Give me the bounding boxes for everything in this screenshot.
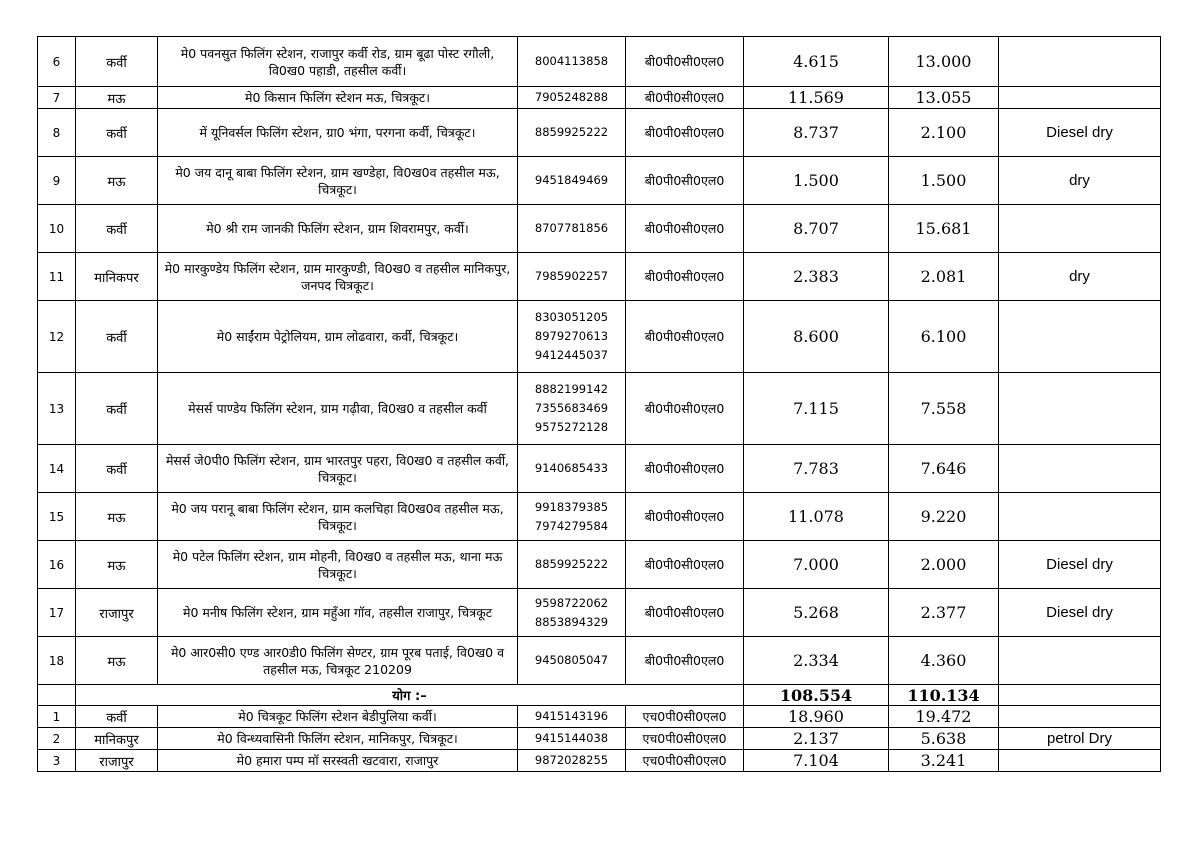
station-name: मे0 पवनसुत फिलिंग स्टेशन, राजापुर कर्वी रोड, ग्राम बूढा पोस्ट रगौली, वि0ख0 पहाडी, तहसील कर्वी।	[158, 37, 518, 87]
phone-number: 9415143196	[534, 709, 609, 723]
stock-value-1: 8.737	[744, 109, 889, 157]
stock-value-2: 4.360	[889, 637, 999, 685]
oil-company: एच0पी0सी0एल0	[626, 728, 744, 750]
stock-value-1: 7.783	[744, 445, 889, 493]
total-value-2: 110.134	[889, 685, 999, 706]
serial-number: 15	[38, 493, 76, 541]
total-label: योग :–	[76, 685, 744, 706]
serial-number: 1	[38, 706, 76, 728]
remark: dry	[999, 253, 1161, 301]
stock-value-1: 2.383	[744, 253, 889, 301]
remark	[999, 750, 1161, 772]
table-row	[38, 493, 1161, 541]
stock-value-2: 1.500	[889, 157, 999, 205]
remark	[999, 37, 1161, 87]
total-section	[38, 685, 1161, 706]
oil-company: बी0पी0सी0एल0	[626, 493, 744, 541]
phone-number: 7985902257	[534, 269, 609, 283]
stock-value-2: 13.000	[889, 37, 999, 87]
station-name: मे0 मारकुण्डेय फिलिंग स्टेशन, ग्राम मारकुण्डी, वि0ख0 व तहसील मानिकपुर, जनपद चित्रकूट।	[158, 253, 518, 301]
phone-number: 9140685433	[534, 461, 609, 475]
phone-numbers	[518, 637, 626, 685]
hpcl-rows	[38, 706, 1161, 772]
serial-number: 17	[38, 589, 76, 637]
station-name: मे0 किसान फिलिंग स्टेशन मऊ, चित्रकूट।	[158, 87, 518, 109]
serial-number: 9	[38, 157, 76, 205]
serial-number: 14	[38, 445, 76, 493]
oil-company: बी0पी0सी0एल0	[626, 205, 744, 253]
station-name: मे0 चित्रकूट फिलिंग स्टेशन बेडीपुलिया कर्वी।	[158, 706, 518, 728]
oil-company: बी0पी0सी0एल0	[626, 157, 744, 205]
stock-value-1: 4.615	[744, 37, 889, 87]
station-name: में यूनिवर्सल फिलिंग स्टेशन, ग्रा0 भंगा, परगना कर्वी, चित्रकूट।	[158, 109, 518, 157]
block-name: कर्वी	[76, 301, 158, 373]
stock-value-2: 2.000	[889, 541, 999, 589]
oil-company: बी0पी0सी0एल0	[626, 637, 744, 685]
serial-number: 12	[38, 301, 76, 373]
serial-number: 7	[38, 87, 76, 109]
phone-numbers	[518, 301, 626, 373]
serial-number: 13	[38, 373, 76, 445]
fuel-stock-table	[37, 36, 1161, 772]
phone-number: 9575272128	[534, 420, 609, 434]
table-row	[38, 728, 1161, 750]
total-remark-cell	[999, 685, 1161, 706]
phone-numbers	[518, 706, 626, 728]
phone-numbers	[518, 373, 626, 445]
stock-value-1: 1.500	[744, 157, 889, 205]
phone-number: 9918379385	[534, 499, 609, 514]
block-name: कर्वी	[76, 706, 158, 728]
table-row	[38, 87, 1161, 109]
station-name: मे0 जय परानू बाबा फिलिंग स्टेशन, ग्राम कलचिहा वि0ख0व तहसील मऊ, चित्रकूट।	[158, 493, 518, 541]
phone-number: 7974279584	[534, 518, 609, 533]
remark	[999, 445, 1161, 493]
serial-number: 16	[38, 541, 76, 589]
stock-value-2: 6.100	[889, 301, 999, 373]
station-name: मे0 हमारा पम्प मॉ सरस्वती खटवारा, राजापुर	[158, 750, 518, 772]
table-row	[38, 541, 1161, 589]
serial-number: 8	[38, 109, 76, 157]
stock-value-2: 2.377	[889, 589, 999, 637]
oil-company: बी0पी0सी0एल0	[626, 541, 744, 589]
table-row	[38, 445, 1161, 493]
stock-value-1: 2.334	[744, 637, 889, 685]
serial-number: 18	[38, 637, 76, 685]
remark: dry	[999, 157, 1161, 205]
stock-value-2: 2.100	[889, 109, 999, 157]
total-value-1: 108.554	[744, 685, 889, 706]
block-name: मऊ	[76, 541, 158, 589]
stock-value-1: 7.104	[744, 750, 889, 772]
remark	[999, 373, 1161, 445]
phone-number: 9872028255	[534, 753, 609, 767]
station-name: मे0 साईंराम पेट्रोलियम, ग्राम लोढवारा, कर्वी, चित्रकूट।	[158, 301, 518, 373]
table-row	[38, 589, 1161, 637]
station-name: मे0 विन्ध्यवासिनी फिलिंग स्टेशन, मानिकपुर, चित्रकूट।	[158, 728, 518, 750]
table-row	[38, 37, 1161, 87]
phone-numbers	[518, 728, 626, 750]
remark	[999, 205, 1161, 253]
station-name: मे0 मनीष फिलिंग स्टेशन, ग्राम महुँआ गॉव, तहसील राजापुर, चित्रकूट	[158, 589, 518, 637]
serial-number: 10	[38, 205, 76, 253]
phone-number: 9415144038	[534, 731, 609, 745]
remark	[999, 301, 1161, 373]
stock-value-1: 8.707	[744, 205, 889, 253]
table-row	[38, 253, 1161, 301]
remark	[999, 637, 1161, 685]
block-name: कर्वी	[76, 205, 158, 253]
table-row	[38, 205, 1161, 253]
stock-value-2: 7.646	[889, 445, 999, 493]
stock-value-1: 8.600	[744, 301, 889, 373]
phone-numbers	[518, 109, 626, 157]
table-row	[38, 109, 1161, 157]
remark	[999, 706, 1161, 728]
phone-numbers	[518, 37, 626, 87]
phone-number: 8859925222	[534, 557, 609, 571]
serial-number: 3	[38, 750, 76, 772]
oil-company: बी0पी0सी0एल0	[626, 87, 744, 109]
stock-value-1: 7.115	[744, 373, 889, 445]
phone-number: 8707781856	[534, 221, 609, 235]
stock-value-2: 13.055	[889, 87, 999, 109]
block-name: कर्वी	[76, 373, 158, 445]
station-name: मे0 श्री राम जानकी फिलिंग स्टेशन, ग्राम शिवरामपुर, कर्वी।	[158, 205, 518, 253]
bpcl-rows	[38, 37, 1161, 685]
stock-value-2: 9.220	[889, 493, 999, 541]
phone-number: 8979270613	[534, 329, 609, 343]
serial-number: 2	[38, 728, 76, 750]
table-row	[38, 373, 1161, 445]
stock-value-1: 11.569	[744, 87, 889, 109]
block-name: राजापुर	[76, 750, 158, 772]
phone-number: 9412445037	[534, 348, 609, 362]
phone-numbers	[518, 589, 626, 637]
oil-company: बी0पी0सी0एल0	[626, 301, 744, 373]
table-row	[38, 706, 1161, 728]
stock-value-2: 7.558	[889, 373, 999, 445]
remark: Diesel dry	[999, 109, 1161, 157]
oil-company: बी0पी0सी0एल0	[626, 253, 744, 301]
table-row	[38, 637, 1161, 685]
phone-number: 9451849469	[534, 173, 609, 187]
remark	[999, 87, 1161, 109]
station-name: मेसर्स पाण्डेय फिलिंग स्टेशन, ग्राम गढ़ीवा, वि0ख0 व तहसील कर्वी	[158, 373, 518, 445]
phone-number: 9598722062	[534, 595, 609, 610]
stock-value-2: 5.638	[889, 728, 999, 750]
stock-value-2: 3.241	[889, 750, 999, 772]
stock-value-1: 7.000	[744, 541, 889, 589]
block-name: मानिकपुर	[76, 728, 158, 750]
phone-numbers	[518, 493, 626, 541]
oil-company: बी0पी0सी0एल0	[626, 445, 744, 493]
phone-number: 8303051205	[534, 310, 609, 324]
stock-value-1: 2.137	[744, 728, 889, 750]
stock-value-2: 2.081	[889, 253, 999, 301]
stock-value-2: 19.472	[889, 706, 999, 728]
serial-number: 6	[38, 37, 76, 87]
phone-numbers	[518, 87, 626, 109]
block-name: कर्वी	[76, 109, 158, 157]
block-name: कर्वी	[76, 37, 158, 87]
remark: petrol Dry	[999, 728, 1161, 750]
stock-value-2: 15.681	[889, 205, 999, 253]
block-name: मानिकपर	[76, 253, 158, 301]
oil-company: बी0पी0सी0एल0	[626, 37, 744, 87]
oil-company: एच0पी0सी0एल0	[626, 706, 744, 728]
phone-numbers	[518, 205, 626, 253]
block-name: राजापुर	[76, 589, 158, 637]
phone-numbers	[518, 750, 626, 772]
table-row	[38, 750, 1161, 772]
station-name: मेसर्स जे0पी0 फिलिंग स्टेशन, ग्राम भारतपुर पहरा, वि0ख0 व तहसील कर्वी, चित्रकूट।	[158, 445, 518, 493]
block-name: मऊ	[76, 157, 158, 205]
phone-number: 9450805047	[534, 653, 609, 667]
oil-company: बी0पी0सी0एल0	[626, 373, 744, 445]
oil-company: एच0पी0सी0एल0	[626, 750, 744, 772]
phone-number: 8004113858	[534, 54, 609, 68]
phone-number: 7355683469	[534, 401, 609, 415]
phone-numbers	[518, 541, 626, 589]
block-name: मऊ	[76, 637, 158, 685]
oil-company: बी0पी0सी0एल0	[626, 109, 744, 157]
total-row	[38, 685, 1161, 706]
serial-number: 11	[38, 253, 76, 301]
phone-numbers	[518, 445, 626, 493]
phone-numbers	[518, 253, 626, 301]
table-row	[38, 301, 1161, 373]
block-name: मऊ	[76, 87, 158, 109]
remark: Diesel dry	[999, 589, 1161, 637]
stock-value-1: 5.268	[744, 589, 889, 637]
stock-value-1: 18.960	[744, 706, 889, 728]
phone-number: 8882199142	[534, 382, 609, 396]
phone-number: 8853894329	[534, 614, 609, 629]
table-row	[38, 157, 1161, 205]
station-name: मे0 आर0सी0 एण्ड आर0डी0 फिलिंग सेण्टर, ग्राम पूरब पताई, वि0ख0 व तहसील मऊ, चित्रकूट 210209	[158, 637, 518, 685]
station-name: मे0 जय दानू बाबा फिलिंग स्टेशन, ग्राम खण्डेहा, वि0ख0व तहसील मऊ, चित्रकूट।	[158, 157, 518, 205]
phone-number: 7905248288	[534, 90, 609, 104]
remark: Diesel dry	[999, 541, 1161, 589]
block-name: मऊ	[76, 493, 158, 541]
block-name: कर्वी	[76, 445, 158, 493]
remark	[999, 493, 1161, 541]
stock-value-1: 11.078	[744, 493, 889, 541]
station-name: मे0 पटेल फिलिंग स्टेशन, ग्राम मोहनी, वि0ख0 व तहसील मऊ, थाना मऊ चित्रकूट।	[158, 541, 518, 589]
phone-number: 8859925222	[534, 125, 609, 139]
total-blank-cell	[38, 685, 76, 706]
oil-company: बी0पी0सी0एल0	[626, 589, 744, 637]
phone-numbers	[518, 157, 626, 205]
